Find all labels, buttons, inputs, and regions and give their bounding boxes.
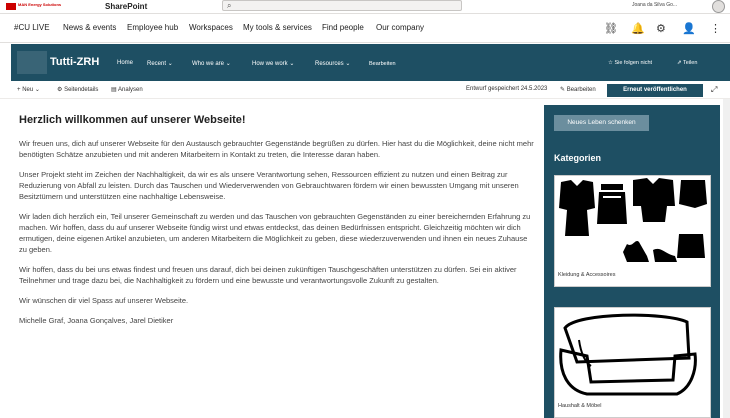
category-caption: Haushalt & Möbel	[558, 403, 602, 409]
paragraph-4: Wir hoffen, dass du bei uns etwas findest und freuen uns darauf, dich bei deinen zukünftigen Tauschgeschäften unterstützen zu dürfen. Sei ein aktiver Teilnehmer und trage dazu bei, die Nachhaltigkeit zu fördern und eine bewusste und verantwortungsvolle Zukunft zu gestalten.	[19, 265, 517, 285]
category-card-clothing[interactable]	[554, 175, 711, 287]
paragraph-1: Wir freuen uns, dich auf unserer Webseite für den Austausch gebrauchter Gegenstände begrüßen zu dürfen. Hier hast du die Möglichkeit, deine nicht mehr benötigten Schätze anzubieten und mit anderen Mitarbeitern in Kontakt zu treten, die Interesse daran haben.	[19, 139, 534, 159]
app-name[interactable]: SharePoint	[105, 2, 148, 11]
scrollbar[interactable]	[723, 99, 730, 418]
star-icon: ☆	[608, 60, 613, 66]
chart-icon: ▤	[111, 87, 117, 93]
edit-label: Bearbeiten	[566, 87, 596, 93]
follow-label: Sie folgen nicht	[614, 60, 653, 66]
site-nav-resources-label: Resources	[315, 61, 344, 67]
site-nav-how-label: How we work	[252, 61, 288, 67]
analytics-label: Analysen	[118, 87, 143, 93]
main-content	[19, 114, 534, 335]
site-header	[11, 44, 730, 81]
site-nav-resources[interactable]	[315, 60, 350, 67]
site-title[interactable]: Tutti-ZRH	[50, 56, 100, 68]
republish-button[interactable]: Erneut veröffentlichen	[607, 84, 703, 97]
logo-mark	[6, 3, 16, 10]
search-box[interactable]	[222, 0, 462, 11]
share-icon: ⇗	[677, 60, 682, 66]
gear-icon: ⚙	[57, 87, 63, 93]
bell-icon[interactable]: 🔔	[631, 23, 645, 35]
paragraph-authors: Michelle Graf, Joana Gonçalves, Jarel Dietiker	[19, 316, 174, 325]
follow-button[interactable]	[608, 60, 652, 66]
plus-icon: +	[17, 87, 21, 93]
hub-item-employee-hub[interactable]: Employee hub	[127, 23, 179, 32]
user-name: Joana da Silva Go...	[632, 2, 678, 8]
site-nav-who-we-are[interactable]	[192, 60, 231, 67]
command-bar	[0, 82, 730, 99]
category-caption: Kleidung & Accessoires	[558, 272, 616, 278]
share-label: Teilen	[683, 60, 698, 66]
company-logo[interactable]	[6, 1, 76, 12]
hub-item-news-events[interactable]: News & events	[63, 23, 117, 32]
site-nav-how-we-work[interactable]	[252, 60, 294, 67]
category-card-household[interactable]	[554, 307, 711, 418]
chevron-down-icon: ⌄	[225, 61, 231, 67]
site-nav-recent-label: Recent	[147, 61, 167, 67]
chevron-down-icon: ⌄	[289, 61, 295, 67]
share-button[interactable]	[677, 60, 697, 66]
new-button[interactable]	[17, 86, 40, 93]
site-nav-home[interactable]: Home	[117, 60, 134, 66]
page-heading: Herzlich willkommen auf unserer Webseite!	[19, 114, 246, 126]
suite-bar	[0, 0, 730, 14]
new-label: Neu	[22, 87, 34, 93]
page-details-button[interactable]	[57, 86, 98, 93]
avatar[interactable]	[712, 0, 725, 13]
edit-button[interactable]	[560, 86, 596, 93]
logo-text: MAN Energy Solutions	[18, 2, 62, 7]
page-details-label: Seitendetails	[64, 87, 99, 93]
chevron-down-icon: ⌄	[345, 61, 351, 67]
sidebar	[544, 105, 720, 418]
expand-icon[interactable]: ⤢	[711, 85, 718, 94]
site-nav-edit[interactable]: Bearbeiten	[369, 61, 396, 67]
pencil-icon: ✎	[560, 87, 566, 93]
site-logo[interactable]	[17, 51, 47, 74]
paragraph-2: Unser Projekt steht im Zeichen der Nachhaltigkeit, da wir es als unsere Verantwortung sehen, Ressourcen effizient zu nutzen und einen Beitrag zur Reduzierung von Abfall zu leisten. Durch das Tauschen und Wiederverwenden von Gebrauchtwaren fördern wir einen bewussten Umgang mit unseren Besitztümern und unterstützen eine nachhaltige Lebensweise.	[19, 170, 519, 201]
hub-item-our-company[interactable]: Our company	[376, 23, 425, 32]
site-nav-recent[interactable]	[147, 60, 173, 67]
person-icon[interactable]: 👤	[682, 23, 696, 35]
paragraph-5: Wir wünschen dir viel Spass auf unserer Webseite.	[19, 296, 189, 305]
clothing-icon	[557, 178, 708, 266]
hub-item-my-tools[interactable]: My tools & services	[243, 23, 312, 32]
armchair-icon	[557, 310, 708, 398]
chevron-down-icon: ⌄	[167, 61, 173, 67]
hub-item-workspaces[interactable]: Workspaces	[189, 23, 233, 32]
chevron-down-icon: ⌄	[34, 87, 40, 93]
analytics-button[interactable]	[111, 86, 143, 93]
categories-title: Kategorien	[554, 153, 602, 163]
settings-icon[interactable]: ⚙	[656, 23, 666, 35]
hub-navigation	[0, 14, 730, 43]
hub-item-cu-live[interactable]: #CU LIVE	[14, 23, 50, 32]
search-icon: ⌕	[227, 1, 232, 10]
hub-item-find-people[interactable]: Find people	[322, 23, 364, 32]
paragraph-3: Wir laden dich herzlich ein, Teil unserer Gemeinschaft zu werden und das Tauschen von gebrauchten Gegenständen zu einer bereichernden Erfahrung zu machen. Wir hoffen, dass du auf unserer Webseite fündig wirst und etwas entdeckst, das deinen Bedürfnissen entspricht. Gleichzeitig möchten wir dich ermutigen, deine eigenen Artikel anzubieten, um anderen Mitarbeitern die Möglichkeit zu geben, diese wiederzuverwenden und ihnen ein neues Zuhause zu geben.	[19, 212, 531, 254]
site-nav-who-label: Who we are	[192, 61, 225, 67]
link-icon[interactable]: ⛓	[604, 23, 618, 35]
draft-status: Entwurf gespeichert 24.5.2023	[466, 86, 548, 92]
new-life-button[interactable]: Neues Leben schenken	[554, 115, 649, 131]
more-icon[interactable]: ⋮	[710, 23, 721, 35]
